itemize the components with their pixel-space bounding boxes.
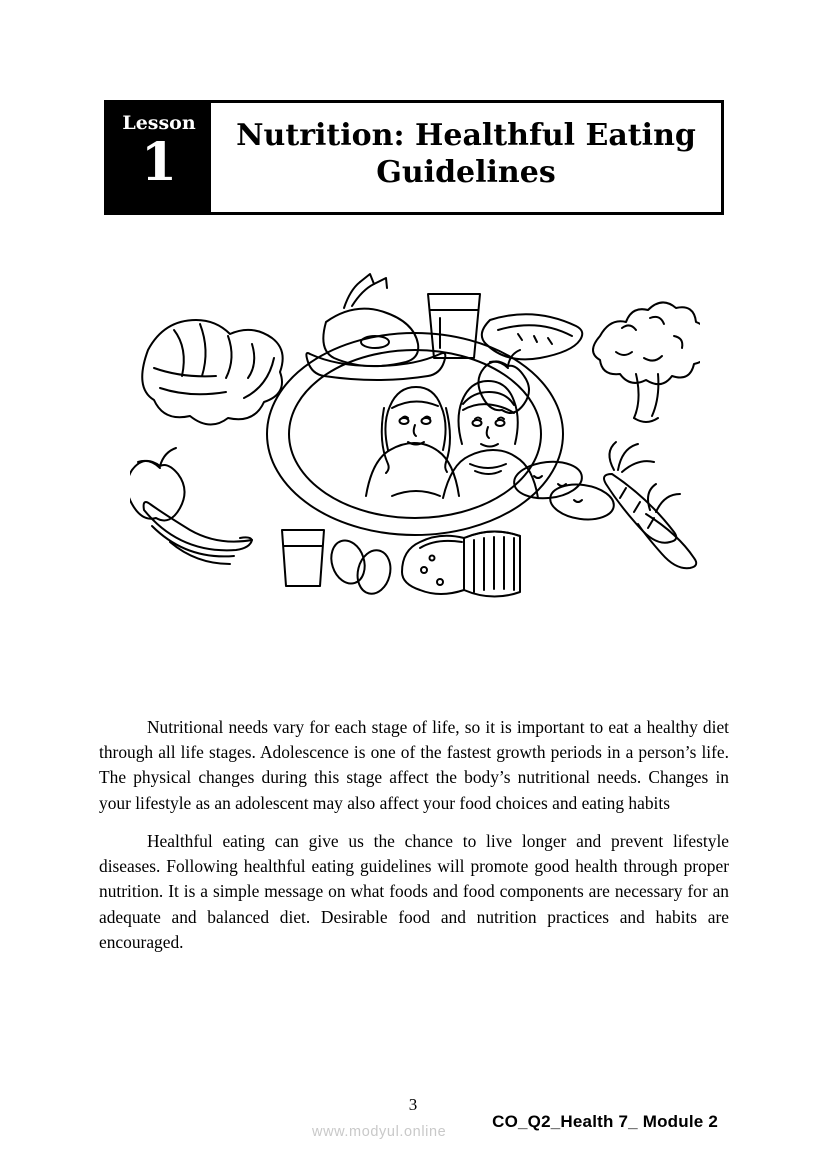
page-number: 3 (408, 1095, 418, 1114)
paragraph-1: Nutritional needs vary for each stage of life, so it is important to eat a healthy diet through all life stages. Adolescence is one of the fastest growth periods in a person’s life. The physical changes during this stage affect the body’s nutritional needs. Changes in your lifestyle as an adolescent may also affect your food choices and eating habits (99, 717, 729, 813)
glass-of-milk (428, 294, 480, 358)
eggs (326, 536, 395, 597)
roast-chicken (306, 274, 445, 380)
lesson-header-banner (104, 100, 724, 215)
broccoli (593, 302, 700, 422)
page-title: Nutrition: Healthful Eating Guidelines (236, 117, 696, 190)
lesson-number-tab (107, 103, 211, 212)
boy-figure (443, 381, 538, 498)
healthful-eating-illustration (130, 258, 700, 610)
bread-loaf (402, 531, 520, 596)
lesson-label: Lesson (122, 112, 196, 134)
cabbage-lettuce (142, 320, 282, 425)
girl-figure (366, 387, 459, 496)
glass-of-juice (282, 530, 324, 586)
lesson-body-text (99, 715, 729, 955)
lesson-number: 1 (140, 131, 178, 193)
paragraph-2: Healthful eating can give us the chance to live longer and prevent lifestyle diseases. Following healthful eating guidelines will promote good health through proper nutrition. It is a simple message on what foods and food components are necessary for an adequate and balanced diet. Desirable food and nutrition practices and habits are encouraged. (99, 830, 729, 952)
watermelon-slice (482, 314, 582, 359)
module-code: CO_Q2_Health 7_ Module 2 (492, 1112, 718, 1131)
bananas (144, 502, 252, 564)
watermark: www.modyul.online (312, 1124, 447, 1140)
carrots (604, 442, 696, 568)
